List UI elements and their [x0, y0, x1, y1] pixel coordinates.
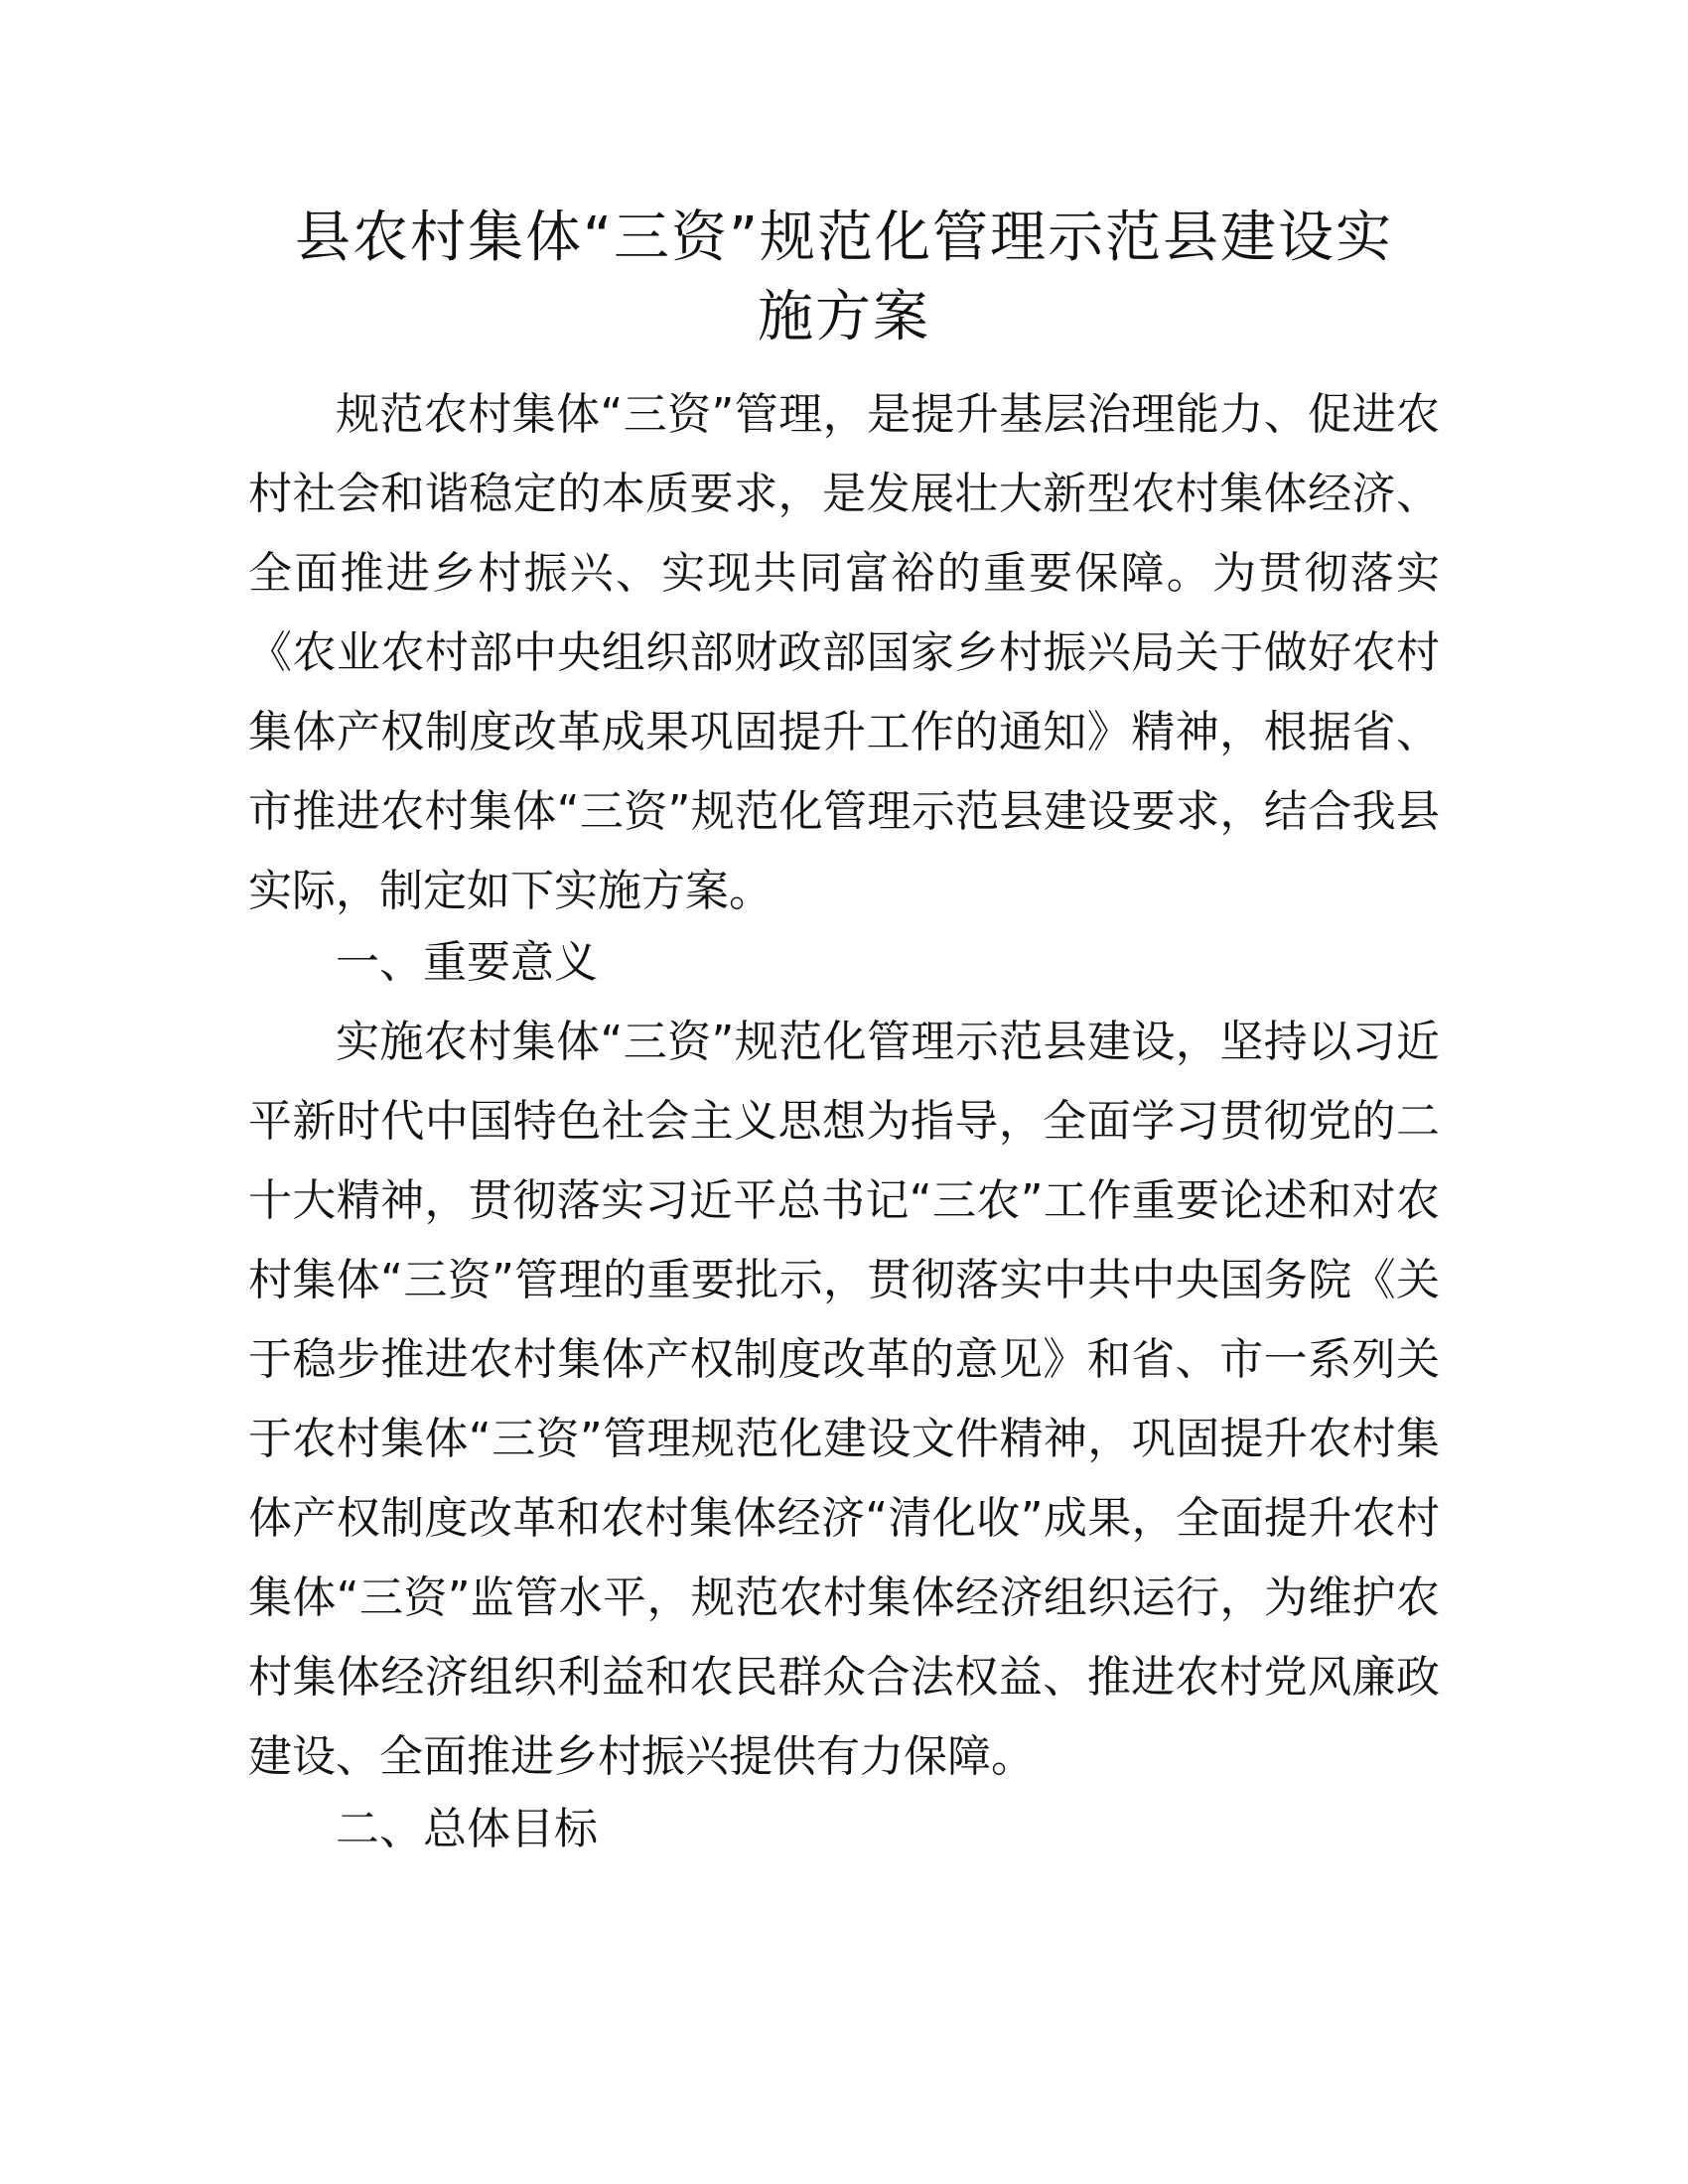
document-title-line-1: 县农村集体“三资”规范化管理示范县建设实	[294, 205, 1394, 270]
section-heading-significance: 一、重要意义	[336, 937, 598, 988]
section-heading-overall-goal: 二、总体目标	[336, 1804, 598, 1854]
significance-paragraph: 实施农村集体“三资”规范化管理示范县建设，坚持以习近平新时代中国特色社会主义思想为指导，全面学习贯彻党的二十大精神，贯彻落实习近平总书记“三农”工作重要论述和对农村集体“三资”管理的重要批示，贯彻落实中共中央国务院《关于稳步推进农村集体产权制度改革的意见》和省、市一系列关于农村集体“三资”管理规范化建设文件精神，巩固提升农村集体产权制度改革和农村集体经济“清化收”成果，全面提升农村集体“三资”监管水平，规范农村集体经济组织运行，为维护农村集体经济组织利益和农民群众合法权益、推进农村党风廉政建设、全面推进乡村振兴提供有力保障。	[248, 1017, 1440, 1782]
intro-paragraph: 规范农村集体“三资”管理，是提升基层治理能力、促进农村社会和谐稳定的本质要求，是发展壮大新型农村集体经济、全面推进乡村振兴、实现共同富裕的重要保障。为贯彻落实《农业农村部中央组织部财政部国家乡村振兴局关于做好农村集体产权制度改革成果巩固提升工作的通知》精神，根据省、市推进农村集体“三资”规范化管理示范县建设要求，结合我县实际，制定如下实施方案。	[248, 389, 1440, 916]
document-title-line-2: 施方案	[758, 285, 930, 349]
